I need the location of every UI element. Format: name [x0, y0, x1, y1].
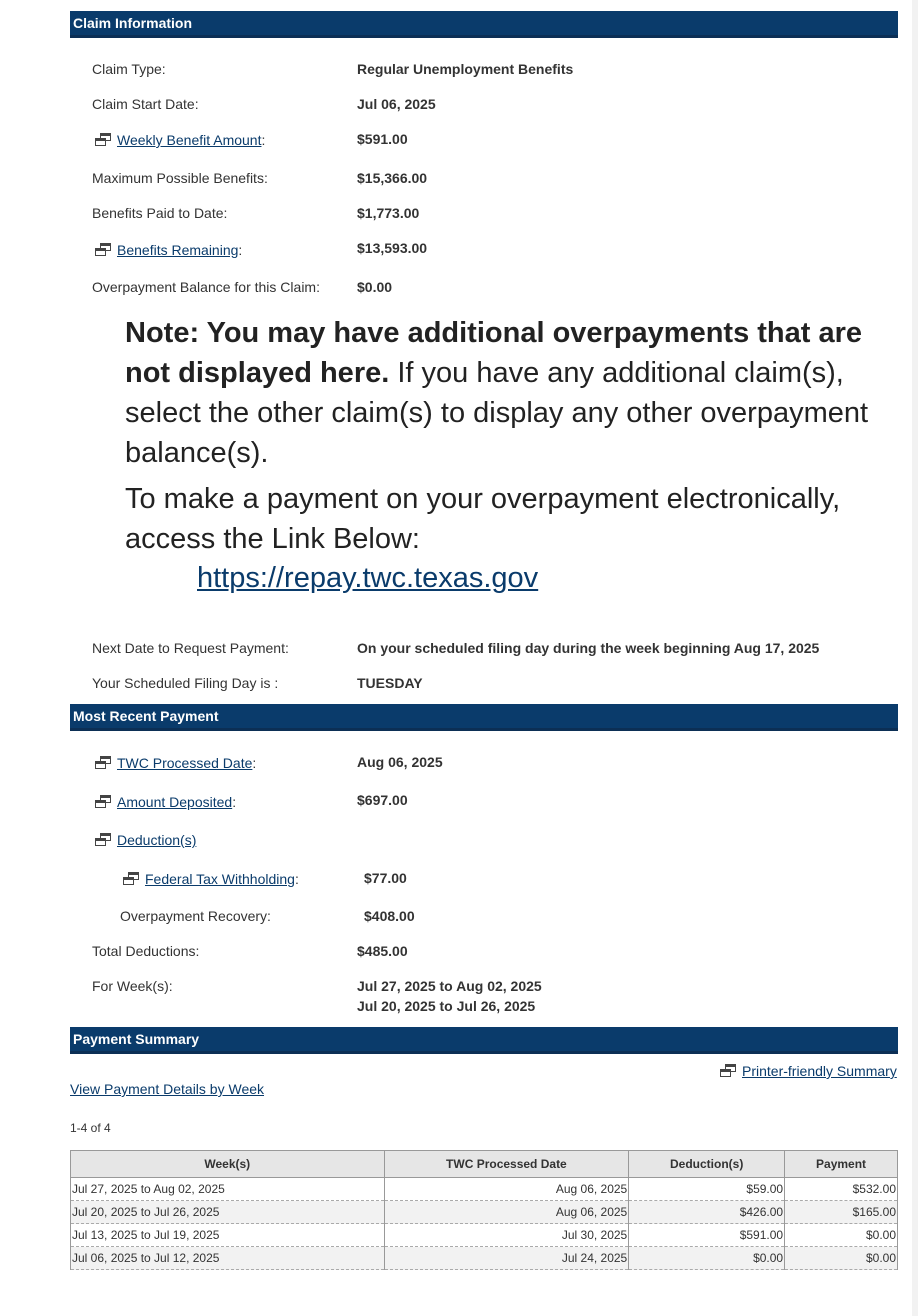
overpayment-recovery-label: Overpayment Recovery:	[120, 908, 271, 924]
max-benefits-value: $15,366.00	[357, 170, 428, 186]
table-row	[71, 1224, 898, 1247]
cell-processed-date: Jul 30, 2025	[384, 1224, 629, 1247]
payment-summary-header: Payment Summary	[70, 1027, 898, 1054]
weekly-benefit-amount-link[interactable]: Weekly Benefit Amount	[117, 132, 262, 148]
cell-payment: $165.00	[785, 1201, 898, 1224]
note-paragraph	[125, 313, 895, 473]
overpayment-balance-value: $0.00	[357, 279, 393, 295]
cell-processed-date: Jul 24, 2025	[384, 1247, 629, 1270]
popup-window-icon[interactable]	[95, 756, 111, 769]
weekly-benefit-amount-row: Weekly Benefit Amount:	[95, 132, 265, 148]
popup-window-icon[interactable]	[720, 1064, 736, 1077]
table-header-row	[71, 1151, 898, 1178]
cell-weeks: Jul 27, 2025 to Aug 02, 2025	[71, 1178, 385, 1201]
benefits-remaining-link[interactable]: Benefits Remaining	[117, 242, 239, 258]
next-request-label: Next Date to Request Payment:	[92, 640, 289, 656]
cell-deductions: $59.00	[629, 1178, 785, 1201]
for-weeks-value-2: Jul 20, 2025 to Jul 26, 2025	[357, 998, 536, 1014]
amount-deposited-row: Amount Deposited:	[95, 794, 236, 810]
next-request-value: On your scheduled filing day during the week beginning Aug 17, 2025	[357, 640, 820, 656]
cell-payment: $532.00	[785, 1178, 898, 1201]
cell-deductions: $0.00	[629, 1247, 785, 1270]
benefits-remaining-value: $13,593.00	[357, 240, 428, 256]
max-benefits-label: Maximum Possible Benefits:	[92, 170, 268, 186]
table-row	[71, 1201, 898, 1224]
view-payment-details-link[interactable]: View Payment Details by Week	[70, 1081, 265, 1097]
popup-window-icon[interactable]	[123, 872, 139, 885]
popup-window-icon[interactable]	[95, 833, 111, 846]
overpayment-recovery-value: $408.00	[364, 908, 415, 924]
popup-window-icon[interactable]	[95, 795, 111, 808]
twc-processed-date-row: TWC Processed Date:	[95, 755, 256, 771]
cell-processed-date: Aug 06, 2025	[384, 1178, 629, 1201]
column-header-payment: Payment	[785, 1151, 898, 1178]
total-deductions-label: Total Deductions:	[92, 943, 200, 959]
total-deductions-value: $485.00	[357, 943, 408, 959]
twc-processed-date-link[interactable]: TWC Processed Date	[117, 755, 253, 771]
most-recent-payment-header: Most Recent Payment	[70, 704, 898, 731]
claim-start-date-value: Jul 06, 2025	[357, 96, 436, 112]
filing-day-label: Your Scheduled Filing Day is :	[92, 675, 279, 691]
payment-summary-table	[70, 1150, 898, 1270]
for-weeks-value-1: Jul 27, 2025 to Aug 02, 2025	[357, 978, 542, 994]
popup-window-icon[interactable]	[95, 133, 111, 146]
cell-processed-date: Aug 06, 2025	[384, 1201, 629, 1224]
benefits-remaining-row: Benefits Remaining:	[95, 242, 242, 258]
result-count: 1-4 of 4	[70, 1121, 111, 1135]
federal-tax-withholding-link[interactable]: Federal Tax Withholding	[145, 871, 295, 887]
printer-friendly-summary-link[interactable]: Printer-friendly Summary	[742, 1063, 897, 1079]
table-row	[71, 1178, 898, 1201]
page-edge	[912, 0, 918, 1316]
claim-type-label: Claim Type:	[92, 61, 166, 77]
note-bold-text: Note: You may have additional overpayments that are not displayed here.	[125, 317, 863, 389]
table-row	[71, 1247, 898, 1270]
weekly-benefit-amount-value: $591.00	[357, 131, 408, 147]
deductions-link[interactable]: Deduction(s)	[117, 832, 197, 848]
repay-link[interactable]: https://repay.twc.texas.gov	[197, 562, 539, 594]
federal-tax-value: $77.00	[364, 870, 407, 886]
cell-deductions: $426.00	[629, 1201, 785, 1224]
claim-type-value: Regular Unemployment Benefits	[357, 61, 574, 77]
popup-window-icon[interactable]	[95, 243, 111, 256]
federal-tax-row: Federal Tax Withholding:	[123, 871, 299, 887]
column-header-deductions: Deduction(s)	[629, 1151, 785, 1178]
filing-day-value: TUESDAY	[357, 675, 423, 691]
cell-weeks: Jul 13, 2025 to Jul 19, 2025	[71, 1224, 385, 1247]
claim-information-header: Claim Information	[70, 11, 898, 38]
column-header-processed-date: TWC Processed Date	[384, 1151, 629, 1178]
printer-friendly-row	[720, 1063, 897, 1079]
cell-payment: $0.00	[785, 1224, 898, 1247]
note-text: If you have any additional claim(s), select the other claim(s) to display any other overpayment balance(s).	[125, 357, 869, 469]
benefits-paid-value: $1,773.00	[357, 205, 420, 221]
overpayment-balance-label: Overpayment Balance for this Claim:	[92, 279, 320, 295]
note-payment-paragraph: To make a payment on your overpayment electronically, access the Link Below:	[125, 483, 841, 555]
benefits-paid-label: Benefits Paid to Date:	[92, 205, 228, 221]
amount-deposited-value: $697.00	[357, 792, 408, 808]
cell-payment: $0.00	[785, 1247, 898, 1270]
deductions-row	[95, 832, 196, 848]
overpayment-note	[125, 313, 895, 559]
twc-processed-date-value: Aug 06, 2025	[357, 754, 443, 770]
cell-deductions: $591.00	[629, 1224, 785, 1247]
claim-start-date-label: Claim Start Date:	[92, 96, 199, 112]
amount-deposited-link[interactable]: Amount Deposited	[117, 794, 233, 810]
column-header-weeks: Week(s)	[71, 1151, 385, 1178]
cell-weeks: Jul 06, 2025 to Jul 12, 2025	[71, 1247, 385, 1270]
cell-weeks: Jul 20, 2025 to Jul 26, 2025	[71, 1201, 385, 1224]
for-weeks-label: For Week(s):	[92, 978, 173, 994]
